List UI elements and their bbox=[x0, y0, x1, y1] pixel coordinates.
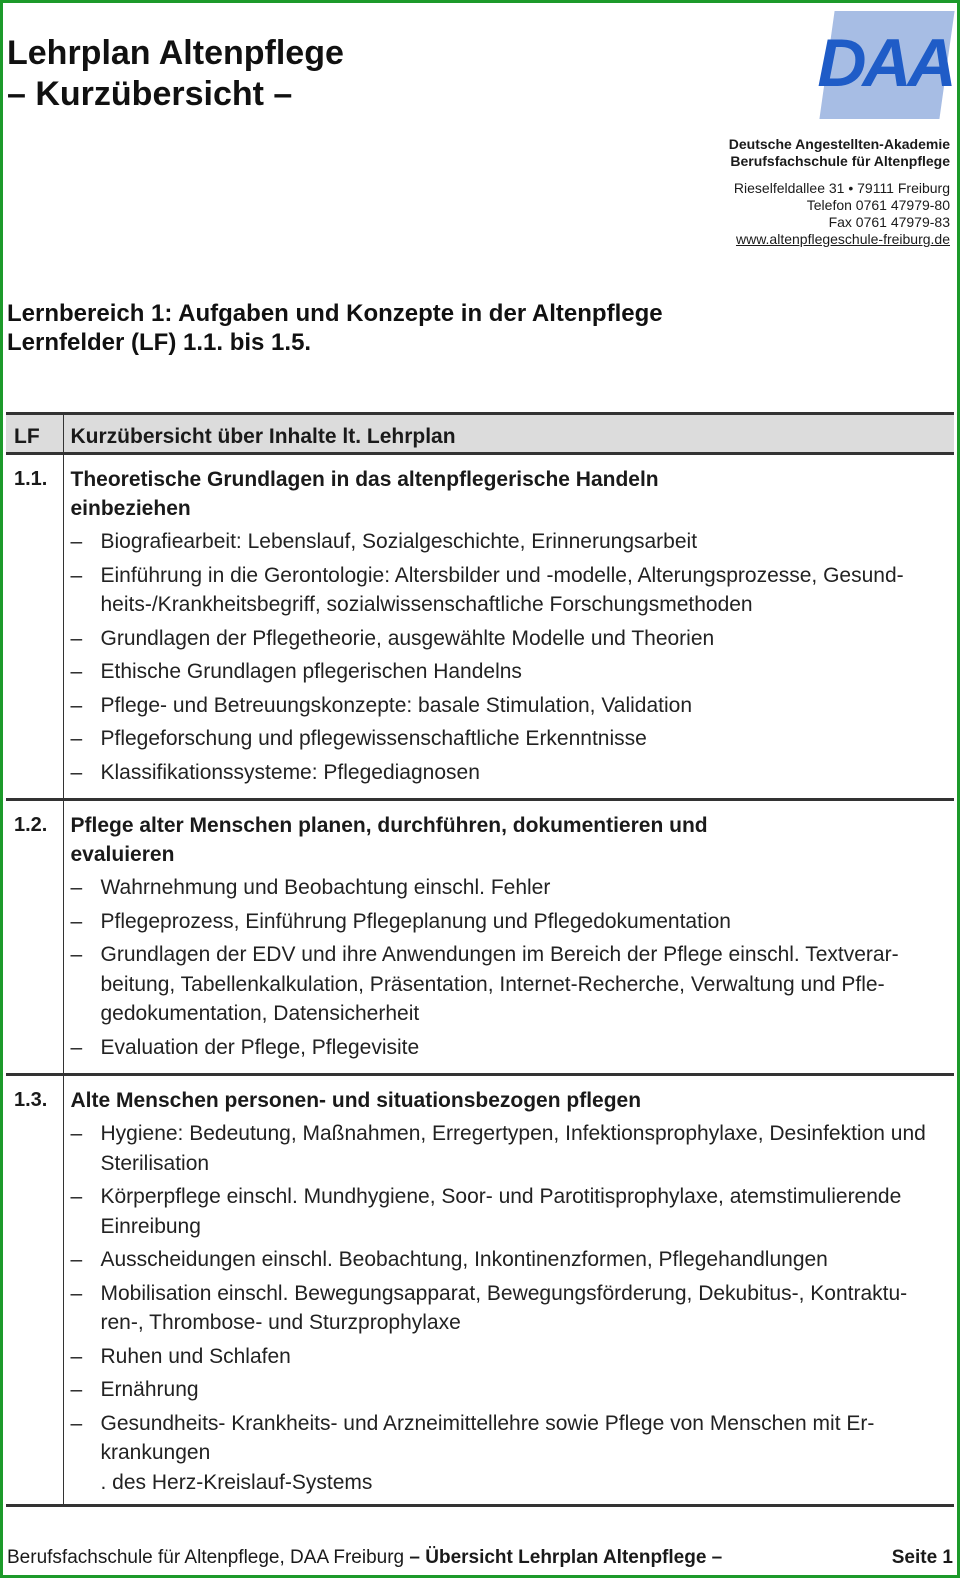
item-text: Gesundheits- Krankheits- und Arzneimittellehre sowie Pflege von Menschen mit Er-krankungen bbox=[100, 1411, 875, 1464]
dash-marker: – bbox=[70, 727, 83, 750]
list-item bbox=[71, 1245, 947, 1275]
topic-list bbox=[71, 527, 947, 787]
dash-marker: – bbox=[70, 1281, 83, 1305]
list-item bbox=[71, 724, 947, 754]
contact-phone: Telefon 0761 47979-80 bbox=[806, 197, 950, 213]
table-header-row bbox=[6, 414, 954, 454]
item-text: Klassifikationssysteme: Pflegediagnosen bbox=[100, 760, 480, 784]
item-text: Pflegeforschung und pflegewissenschaftliche Erkenntnisse bbox=[100, 727, 647, 750]
dash-marker: – bbox=[70, 909, 83, 933]
dash-marker: – bbox=[70, 760, 83, 784]
org-school: Berufsfachschule für Altenpflege bbox=[730, 153, 950, 169]
list-item bbox=[71, 907, 947, 937]
contact-spacer bbox=[729, 170, 950, 180]
item-text: Biografiearbeit: Lebenslauf, Sozialgeschichte, Erinnerungsarbeit bbox=[100, 530, 698, 553]
topic-list bbox=[71, 1119, 947, 1468]
row-content bbox=[63, 1075, 954, 1506]
sub-item-note: . des Herz-Kreislauf-Systems bbox=[100, 1470, 373, 1494]
row-content bbox=[63, 800, 954, 1075]
list-item bbox=[71, 873, 947, 903]
item-text: Einführung in die Gerontologie: Altersbilder und -modelle, Alterungsprozesse, Gesund-heits-/Krankheitsbegriff, sozialwissenschaftliche Forschungsmethoden bbox=[100, 563, 904, 616]
dash-marker: – bbox=[70, 660, 83, 683]
curriculum-table bbox=[6, 412, 954, 1507]
title-line-2: – Kurzübersicht – bbox=[7, 75, 293, 113]
list-item bbox=[71, 691, 947, 721]
table-row bbox=[6, 800, 954, 1075]
list-item bbox=[71, 1409, 947, 1468]
list-item bbox=[71, 1119, 947, 1178]
row-lf-number: 1.3. bbox=[6, 1075, 63, 1506]
org-name: Deutsche Angestellten-Akademie bbox=[728, 136, 950, 152]
dash-marker: – bbox=[70, 1378, 83, 1401]
list-item bbox=[71, 657, 947, 687]
item-text: Ausscheidungen einschl. Beobachtung, Inkontinenzformen, Pflegehandlungen bbox=[100, 1248, 828, 1271]
item-text: Ethische Grundlagen pflegerischen Handelns bbox=[100, 660, 522, 683]
daa-logo bbox=[815, 3, 955, 127]
page-footer bbox=[7, 1546, 953, 1570]
dash-marker: – bbox=[70, 530, 83, 553]
list-item bbox=[71, 1279, 947, 1338]
item-text: Ernährung bbox=[100, 1378, 199, 1401]
list-item bbox=[71, 940, 947, 1029]
dash-marker: – bbox=[70, 1122, 83, 1145]
dash-marker: – bbox=[70, 1185, 83, 1208]
list-item bbox=[71, 1375, 947, 1405]
title-line-1: Lehrplan Altenpflege bbox=[7, 34, 344, 72]
table-row bbox=[6, 454, 954, 800]
section-line-2: Lernfelder (LF) 1.1. bis 1.5. bbox=[7, 329, 312, 356]
contact-block bbox=[729, 136, 950, 248]
dash-marker: – bbox=[70, 693, 83, 717]
row-lf-number: 1.1. bbox=[6, 454, 63, 800]
section-line-1: Lernbereich 1: Aufgaben und Konzepte in der Altenpflege bbox=[7, 300, 663, 327]
contact-address: Rieselfeldallee 31 • 79111 Freiburg bbox=[733, 180, 950, 196]
table-row bbox=[6, 1075, 954, 1506]
list-item bbox=[71, 624, 947, 654]
row-heading: Pflege alter Menschen planen, durchführen, dokumentieren und evaluieren bbox=[70, 814, 708, 866]
item-text: Grundlagen der EDV und ihre Anwendungen im Bereich der Pflege einschl. Textverar-beitung, Tabellenkalkulation, Präsentation, Internet-Recherche, Verwaltung und Pfle-gedokumentation, Datensicherheit bbox=[100, 943, 899, 1025]
row-lf-number: 1.2. bbox=[6, 800, 63, 1075]
footer-page-number: Seite 1 bbox=[891, 1547, 953, 1568]
row-heading: Theoretische Grundlagen in das altenpflegerische Handeln einbeziehen bbox=[70, 468, 659, 520]
document-title bbox=[7, 33, 344, 115]
item-text: Wahrnehmung und Beobachtung einschl. Fehler bbox=[100, 876, 551, 899]
list-item bbox=[71, 527, 947, 557]
dash-marker: – bbox=[70, 876, 83, 899]
item-text: Hygiene: Bedeutung, Maßnahmen, Erregertypen, Infektionsprophylaxe, Desinfektion und Sterilisation bbox=[100, 1122, 926, 1175]
dash-marker: – bbox=[70, 626, 83, 650]
dash-marker: – bbox=[70, 563, 83, 587]
item-text: Pflegeprozess, Einführung Pflegeplanung und Pflegedokumentation bbox=[100, 909, 731, 933]
section-heading bbox=[7, 299, 663, 357]
list-item bbox=[71, 1342, 947, 1372]
item-text: Evaluation der Pflege, Pflegevisite bbox=[100, 1035, 420, 1059]
item-text: Körperpflege einschl. Mundhygiene, Soor- und Parotitisprophylaxe, atemstimulierende Einreibung bbox=[100, 1185, 902, 1238]
list-item bbox=[71, 1033, 947, 1063]
list-item bbox=[71, 758, 947, 788]
logo-text: DAA bbox=[817, 25, 953, 101]
dash-marker: – bbox=[70, 1344, 83, 1368]
topic-list bbox=[71, 873, 947, 1062]
item-text: Mobilisation einschl. Bewegungsapparat, Bewegungsförderung, Dekubitus-, Kontraktu-ren-, Thrombose- und Sturzprophylaxe bbox=[100, 1281, 908, 1334]
row-content bbox=[63, 454, 954, 800]
list-item bbox=[71, 561, 947, 620]
contact-website-link[interactable]: www.altenpflegeschule-freiburg.de bbox=[735, 231, 950, 247]
contact-fax: Fax 0761 47979-83 bbox=[828, 214, 950, 230]
item-text: Grundlagen der Pflegetheorie, ausgewählte Modelle und Theorien bbox=[100, 626, 715, 650]
dash-marker: – bbox=[70, 1035, 83, 1059]
dash-marker: – bbox=[70, 1248, 83, 1271]
dash-marker: – bbox=[70, 1411, 83, 1435]
list-item bbox=[71, 1182, 947, 1241]
header-lf: LF bbox=[6, 414, 63, 454]
footer-doc-title: – Übersicht Lehrplan Altenpflege – bbox=[409, 1547, 723, 1568]
footer-school: Berufsfachschule für Altenpflege, DAA Freiburg bbox=[7, 1547, 405, 1568]
item-text: Ruhen und Schlafen bbox=[100, 1344, 291, 1368]
row-heading: Alte Menschen personen- und situationsbezogen pflegen bbox=[70, 1089, 642, 1112]
item-text: Pflege- und Betreuungskonzepte: basale Stimulation, Validation bbox=[100, 693, 692, 717]
header-content: Kurzübersicht über Inhalte lt. Lehrplan bbox=[63, 414, 954, 454]
dash-marker: – bbox=[70, 943, 83, 966]
